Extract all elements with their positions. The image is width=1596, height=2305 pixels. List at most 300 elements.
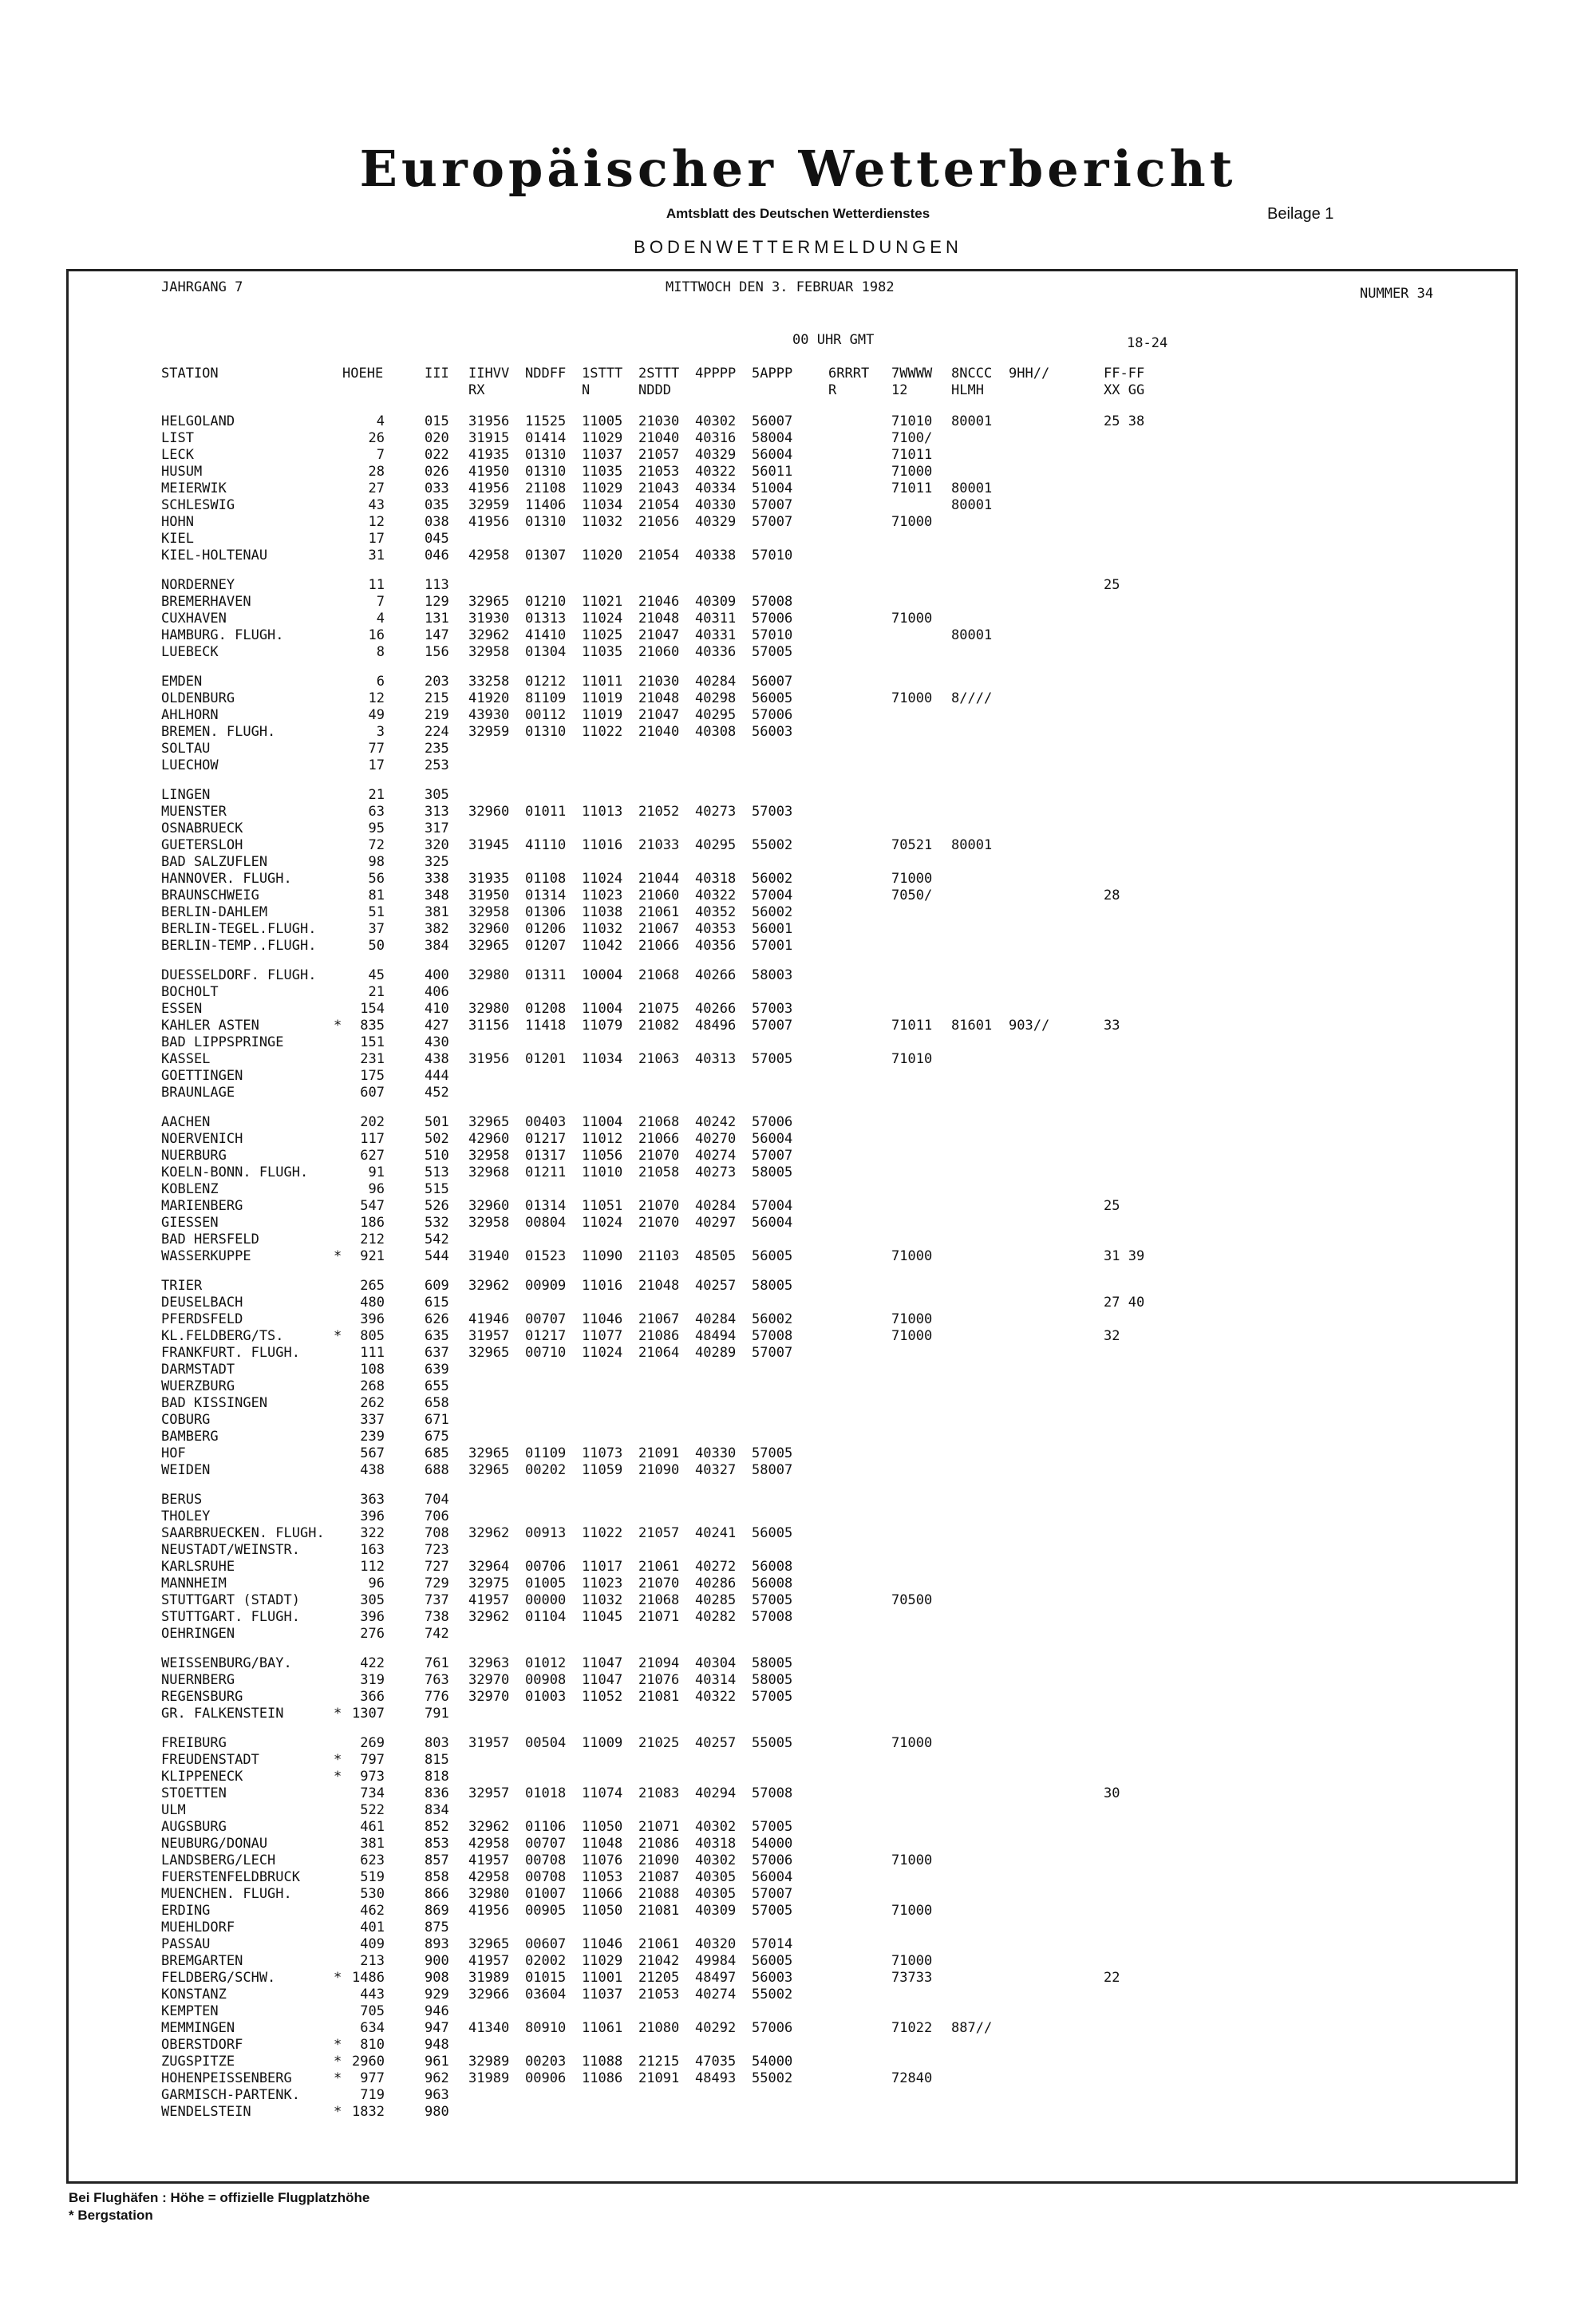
- cell-nddff: 00710: [525, 1345, 567, 1361]
- cell-hoehe: 50: [368, 938, 385, 954]
- table-row: [69, 577, 1505, 594]
- table-row: [69, 938, 1505, 955]
- cell-c1: 11088: [582, 2054, 623, 2070]
- cell-c5: 54000: [752, 2054, 793, 2070]
- cell-c1: 11023: [582, 1576, 623, 1591]
- cell-c5: 56008: [752, 1576, 793, 1591]
- cell-iii: 410: [425, 1001, 449, 1017]
- cell-c7: 71000: [891, 1248, 933, 1264]
- cell-c2: 21068: [638, 967, 680, 983]
- cell-hoehe: 81: [368, 888, 385, 903]
- cell-c2: 21056: [638, 514, 680, 530]
- cell-nddff: 00804: [525, 1215, 567, 1231]
- cell-iii: 658: [425, 1395, 449, 1411]
- cell-hoehe: 7: [376, 447, 385, 463]
- cell-name: SAARBRUECKEN. FLUGH.: [161, 1525, 325, 1541]
- cell-hoehe: 810: [360, 2037, 385, 2053]
- table-row: [69, 1970, 1505, 1987]
- cell-nddff: 00913: [525, 1525, 567, 1541]
- cell-name: ZUGSPITZE: [161, 2054, 235, 2070]
- cell-c1: 11019: [582, 690, 623, 706]
- cell-hoehe: 530: [360, 1886, 385, 1902]
- cell-hoehe: 522: [360, 1802, 385, 1818]
- cell-name: FRANKFURT. FLUGH.: [161, 1345, 300, 1361]
- cell-c8: 80001: [951, 413, 993, 429]
- cell-nddff: 00908: [525, 1672, 567, 1688]
- cell-c5: 56005: [752, 1953, 793, 1969]
- cell-mark: *: [334, 1706, 342, 1722]
- cell-name: GOETTINGEN: [161, 1068, 243, 1084]
- issue-date: MITTWOCH DEN 3. FEBRUAR 1982: [666, 279, 895, 295]
- cell-hoehe: 1307: [352, 1706, 385, 1722]
- table-row: [69, 967, 1505, 984]
- cell-mark: *: [334, 1970, 342, 1986]
- cell-nddff: 01310: [525, 447, 567, 463]
- cell-name: AUGSBURG: [161, 1819, 227, 1835]
- cell-name: DARMSTADT: [161, 1362, 235, 1378]
- cell-iii: 532: [425, 1215, 449, 1231]
- cell-c5: 56007: [752, 413, 793, 429]
- table-row: [69, 1378, 1505, 1395]
- cell-c4: 40305: [695, 1886, 737, 1902]
- cell-hoehe: 627: [360, 1148, 385, 1164]
- cell-name: MUENCHEN. FLUGH.: [161, 1886, 292, 1902]
- cell-iii: 704: [425, 1492, 449, 1508]
- cell-hoehe: 396: [360, 1508, 385, 1524]
- cell-c5: 57006: [752, 2020, 793, 2036]
- cell-c4: 40322: [695, 888, 737, 903]
- cell-hoehe: 462: [360, 1903, 385, 1919]
- cell-c1: 11004: [582, 1114, 623, 1130]
- cell-hoehe: 396: [360, 1311, 385, 1327]
- cell-iihvv: 41920: [468, 690, 510, 706]
- table-row: [69, 1886, 1505, 1903]
- cell-c4: 40274: [695, 1148, 737, 1164]
- cell-name: MEIERWIK: [161, 480, 227, 496]
- cell-hoehe: 977: [360, 2070, 385, 2086]
- cell-iihvv: 32965: [468, 1462, 510, 1478]
- cell-iihvv: 31935: [468, 871, 510, 887]
- table-row: [69, 611, 1505, 627]
- footnote-mountain: * Bergstation: [69, 2208, 153, 2223]
- cell-c4: 40295: [695, 707, 737, 723]
- cell-iii: 685: [425, 1445, 449, 1461]
- cell-c5: 56002: [752, 904, 793, 920]
- cell-hoehe: 26: [368, 430, 385, 446]
- table-row: [69, 548, 1505, 564]
- cell-ff: 25 38: [1104, 413, 1145, 429]
- table-row: [69, 888, 1505, 904]
- table-row: [69, 1508, 1505, 1525]
- cell-c2: 21048: [638, 690, 680, 706]
- cell-name: ERDING: [161, 1903, 211, 1919]
- cell-c1: 11056: [582, 1148, 623, 1164]
- cell-c2: 21071: [638, 1609, 680, 1625]
- cell-iii: 253: [425, 757, 449, 773]
- cell-iii: 526: [425, 1198, 449, 1214]
- table-row: [69, 2104, 1505, 2121]
- cell-c4: 40270: [695, 1131, 737, 1147]
- cell-mark: *: [334, 1752, 342, 1768]
- cell-name: HOHENPEISSENBERG: [161, 2070, 292, 2086]
- cell-nddff: 01005: [525, 1576, 567, 1591]
- cell-nddff: 01414: [525, 430, 567, 446]
- table-row: [69, 707, 1505, 724]
- table-row: [69, 1328, 1505, 1345]
- cell-name: LINGEN: [161, 787, 211, 803]
- cell-iii: 948: [425, 2037, 449, 2053]
- cell-c5: 56002: [752, 871, 793, 887]
- cell-name: KARLSRUHE: [161, 1559, 235, 1575]
- cell-ff: 25: [1104, 1198, 1120, 1214]
- cell-name: REGENSBURG: [161, 1689, 243, 1705]
- cell-c4: 40273: [695, 1164, 737, 1180]
- cell-c2: 21091: [638, 2070, 680, 2086]
- cell-c5: 58007: [752, 1462, 793, 1478]
- col-nddff: NDDFF: [525, 366, 567, 382]
- cell-name: HOHN: [161, 514, 194, 530]
- cell-iii: 834: [425, 1802, 449, 1818]
- cell-hoehe: 2960: [352, 2054, 385, 2070]
- cell-hoehe: 4: [376, 413, 385, 429]
- cell-iii: 706: [425, 1508, 449, 1524]
- cell-name: COBURG: [161, 1412, 211, 1428]
- cell-name: BERLIN-TEMP..FLUGH.: [161, 938, 317, 954]
- cell-c5: 57007: [752, 1018, 793, 1034]
- cell-c1: 11010: [582, 1164, 623, 1180]
- table-row: [69, 1903, 1505, 1920]
- cell-c2: 21025: [638, 1735, 680, 1751]
- cell-nddff: 01208: [525, 1001, 567, 1017]
- cell-iihvv: 41957: [468, 1592, 510, 1608]
- cell-c2: 21086: [638, 1836, 680, 1852]
- cell-nddff: 01211: [525, 1164, 567, 1180]
- cell-ff: 31 39: [1104, 1248, 1145, 1264]
- cell-iihvv: 31915: [468, 430, 510, 446]
- cell-iihvv: 41956: [468, 1903, 510, 1919]
- cell-iihvv: 41956: [468, 480, 510, 496]
- cell-name: BERLIN-DAHLEM: [161, 904, 268, 920]
- cell-c4: 40274: [695, 1987, 737, 2003]
- cell-nddff: 80910: [525, 2020, 567, 2036]
- cell-nddff: 01210: [525, 594, 567, 610]
- table-row: [69, 1198, 1505, 1215]
- cell-c9: 903//: [1009, 1018, 1050, 1034]
- cell-c4: 40330: [695, 1445, 737, 1461]
- cell-c1: 11066: [582, 1886, 623, 1902]
- table-row: [69, 1819, 1505, 1836]
- table-row: [69, 447, 1505, 464]
- cell-c2: 21057: [638, 1525, 680, 1541]
- cell-c5: 56004: [752, 1215, 793, 1231]
- cell-iihvv: 31930: [468, 611, 510, 627]
- cell-iii: 791: [425, 1706, 449, 1722]
- cell-c2: 21030: [638, 413, 680, 429]
- cell-iii: 444: [425, 1068, 449, 1084]
- cell-c4: 40285: [695, 1592, 737, 1608]
- col-7wwww: 7WWWW 12: [891, 366, 933, 398]
- cell-iihvv: 41935: [468, 447, 510, 463]
- cell-iihvv: 32962: [468, 1525, 510, 1541]
- cell-iii: 015: [425, 413, 449, 429]
- cell-nddff: 01106: [525, 1819, 567, 1835]
- cell-iii: 639: [425, 1362, 449, 1378]
- cell-c2: 21068: [638, 1114, 680, 1130]
- cell-nddff: 01207: [525, 938, 567, 954]
- cell-iihvv: 32964: [468, 1559, 510, 1575]
- cell-c1: 11009: [582, 1735, 623, 1751]
- cell-ff: 25: [1104, 577, 1120, 593]
- cell-name: GIESSEN: [161, 1215, 219, 1231]
- cell-c2: 21070: [638, 1215, 680, 1231]
- cell-c4: 40257: [695, 1278, 737, 1294]
- cell-c5: 57004: [752, 888, 793, 903]
- cell-c5: 56007: [752, 674, 793, 690]
- cell-iihvv: 32962: [468, 627, 510, 643]
- cell-c2: 21080: [638, 2020, 680, 2036]
- issue-number: NUMMER 34: [1360, 286, 1434, 302]
- cell-c5: 56002: [752, 1311, 793, 1327]
- cell-name: BREMGARTEN: [161, 1953, 243, 1969]
- cell-ff: 33: [1104, 1018, 1120, 1034]
- table-row: [69, 1920, 1505, 1936]
- cell-c4: 40356: [695, 938, 737, 954]
- cell-c1: 11037: [582, 447, 623, 463]
- cell-iii: 320: [425, 837, 449, 853]
- cell-hoehe: 212: [360, 1232, 385, 1247]
- cell-c7: 71000: [891, 611, 933, 627]
- cell-iii: 317: [425, 820, 449, 836]
- cell-name: BAD KISSINGEN: [161, 1395, 268, 1411]
- cell-iihvv: 32962: [468, 1819, 510, 1835]
- table-row: [69, 1542, 1505, 1559]
- cell-hoehe: 6: [376, 674, 385, 690]
- table-row: [69, 1672, 1505, 1689]
- cell-nddff: 01310: [525, 514, 567, 530]
- cell-hoehe: 91: [368, 1164, 385, 1180]
- cell-iihvv: 32980: [468, 1001, 510, 1017]
- table-row: [69, 1114, 1505, 1131]
- cell-hoehe: 45: [368, 967, 385, 983]
- cell-iii: 708: [425, 1525, 449, 1541]
- cell-c1: 11047: [582, 1672, 623, 1688]
- cell-iii: 544: [425, 1248, 449, 1264]
- cell-iihvv: 32965: [468, 1445, 510, 1461]
- table-row: [69, 1769, 1505, 1785]
- cell-name: MUEHLDORF: [161, 1920, 235, 1935]
- cell-c1: 11086: [582, 2070, 623, 2086]
- cell-c2: 21053: [638, 464, 680, 480]
- cell-iihvv: 32958: [468, 1148, 510, 1164]
- cell-c5: 56003: [752, 1970, 793, 1986]
- table-row: [69, 1362, 1505, 1378]
- cell-iihvv: 41957: [468, 1852, 510, 1868]
- cell-hoehe: 480: [360, 1295, 385, 1311]
- table-row: [69, 1001, 1505, 1018]
- cell-hoehe: 239: [360, 1429, 385, 1445]
- table-row: [69, 1395, 1505, 1412]
- cell-iii: 513: [425, 1164, 449, 1180]
- cell-hoehe: 422: [360, 1655, 385, 1671]
- cell-iihvv: 32966: [468, 1987, 510, 2003]
- cell-c2: 21057: [638, 447, 680, 463]
- cell-iii: 858: [425, 1869, 449, 1885]
- cell-name: KASSEL: [161, 1051, 211, 1067]
- cell-hoehe: 268: [360, 1378, 385, 1394]
- cell-c2: 21081: [638, 1689, 680, 1705]
- cell-c4: 40289: [695, 1345, 737, 1361]
- cell-name: BAD SALZUFLEN: [161, 854, 268, 870]
- cell-c1: 11046: [582, 1311, 623, 1327]
- cell-iii: 723: [425, 1542, 449, 1558]
- cell-iihvv: 33258: [468, 674, 510, 690]
- cell-iihvv: 32963: [468, 1655, 510, 1671]
- cell-c4: 40309: [695, 594, 737, 610]
- cell-iii: 857: [425, 1852, 449, 1868]
- cell-hoehe: 401: [360, 1920, 385, 1935]
- cell-hoehe: 27: [368, 480, 385, 496]
- table-row: [69, 871, 1505, 888]
- cell-c1: 11035: [582, 464, 623, 480]
- cell-c1: 11059: [582, 1462, 623, 1478]
- cell-name: CUXHAVEN: [161, 611, 227, 627]
- table-row: [69, 1164, 1505, 1181]
- cell-nddff: 01109: [525, 1445, 567, 1461]
- cell-c5: 58005: [752, 1164, 793, 1180]
- cell-c2: 21083: [638, 1785, 680, 1801]
- cell-mark: *: [334, 1248, 342, 1264]
- cell-hoehe: 175: [360, 1068, 385, 1084]
- cell-c7: 71000: [891, 514, 933, 530]
- cell-c2: 21076: [638, 1672, 680, 1688]
- cell-hoehe: 921: [360, 1248, 385, 1264]
- cell-c1: 11053: [582, 1869, 623, 1885]
- cell-name: PASSAU: [161, 1936, 211, 1952]
- cell-nddff: 11418: [525, 1018, 567, 1034]
- cell-iii: 427: [425, 1018, 449, 1034]
- cell-c7: 7050/: [891, 888, 933, 903]
- cell-c1: 11037: [582, 1987, 623, 2003]
- cell-name: FREUDENSTADT: [161, 1752, 259, 1768]
- cell-c5: 57010: [752, 548, 793, 563]
- cell-hoehe: 117: [360, 1131, 385, 1147]
- cell-c5: 56011: [752, 464, 793, 480]
- cell-c2: 21042: [638, 1953, 680, 1969]
- cell-hoehe: 28: [368, 464, 385, 480]
- col-6rrrt: 6RRRT R: [828, 366, 870, 398]
- cell-c2: 21094: [638, 1655, 680, 1671]
- cell-iihvv: 32962: [468, 1278, 510, 1294]
- cell-iii: 224: [425, 724, 449, 740]
- cell-hoehe: 12: [368, 690, 385, 706]
- cell-c7: 71022: [891, 2020, 933, 2036]
- cell-iii: 869: [425, 1903, 449, 1919]
- cell-name: WENDELSTEIN: [161, 2104, 251, 2120]
- cell-hoehe: 322: [360, 1525, 385, 1541]
- table-row: [69, 2087, 1505, 2104]
- cell-c2: 21067: [638, 921, 680, 937]
- cell-iii: 962: [425, 2070, 449, 2086]
- table-row: [69, 921, 1505, 938]
- cell-c1: 11090: [582, 1248, 623, 1264]
- cell-nddff: 00203: [525, 2054, 567, 2070]
- cell-hoehe: 797: [360, 1752, 385, 1768]
- cell-iii: 510: [425, 1148, 449, 1164]
- cell-hoehe: 96: [368, 1576, 385, 1591]
- cell-name: MANNHEIM: [161, 1576, 227, 1591]
- cell-c1: 11073: [582, 1445, 623, 1461]
- table-row: [69, 1085, 1505, 1101]
- cell-iii: 853: [425, 1836, 449, 1852]
- cell-ff: 22: [1104, 1970, 1120, 1986]
- cell-name: HAMBURG. FLUGH.: [161, 627, 284, 643]
- cell-name: WASSERKUPPE: [161, 1248, 251, 1264]
- cell-c7: 71000: [891, 690, 933, 706]
- cell-hoehe: 77: [368, 741, 385, 757]
- cell-hoehe: 1832: [352, 2104, 385, 2120]
- cell-iii: 615: [425, 1295, 449, 1311]
- cell-iii: 818: [425, 1769, 449, 1785]
- cell-iii: 020: [425, 430, 449, 446]
- table-row: [69, 1852, 1505, 1869]
- cell-nddff: 81109: [525, 690, 567, 706]
- cell-hoehe: 366: [360, 1689, 385, 1705]
- cell-iihvv: 32965: [468, 938, 510, 954]
- cell-iihvv: 31989: [468, 1970, 510, 1986]
- cell-iihvv: 32989: [468, 2054, 510, 2070]
- cell-mark: *: [334, 1018, 342, 1034]
- cell-c2: 21215: [638, 2054, 680, 2070]
- cell-name: NORDERNEY: [161, 577, 235, 593]
- cell-name: LANDSBERG/LECH: [161, 1852, 276, 1868]
- cell-iii: 866: [425, 1886, 449, 1902]
- table-row: [69, 413, 1505, 430]
- cell-c5: 57005: [752, 1689, 793, 1705]
- cell-name: KIEL-HOLTENAU: [161, 548, 268, 563]
- cell-hoehe: 202: [360, 1114, 385, 1130]
- cell-iihvv: 42958: [468, 1869, 510, 1885]
- cell-iii: 452: [425, 1085, 449, 1101]
- cell-c2: 21061: [638, 904, 680, 920]
- cell-c1: 11024: [582, 871, 623, 887]
- cell-iii: 147: [425, 627, 449, 643]
- cell-c2: 21054: [638, 497, 680, 513]
- cell-c5: 57004: [752, 1198, 793, 1214]
- cell-hoehe: 1486: [352, 1970, 385, 1986]
- col-station: STATION: [161, 366, 219, 382]
- cell-c7: 72840: [891, 2070, 933, 2086]
- footnote-airports: Bei Flughäfen : Höhe = offizielle Flugplatzhöhe: [69, 2190, 370, 2205]
- cell-c5: 56005: [752, 690, 793, 706]
- table-row: [69, 1987, 1505, 2003]
- cell-c5: 57003: [752, 804, 793, 820]
- cell-iii: 908: [425, 1970, 449, 1986]
- cell-name: SOLTAU: [161, 741, 211, 757]
- cell-iii: 947: [425, 2020, 449, 2036]
- cell-c7: 71011: [891, 480, 933, 496]
- cell-name: STOETTEN: [161, 1785, 227, 1801]
- cell-iihvv: 41946: [468, 1311, 510, 1327]
- cell-name: NEUSTADT/WEINSTR.: [161, 1542, 300, 1558]
- cell-c5: 58005: [752, 1278, 793, 1294]
- cell-c5: 55005: [752, 1735, 793, 1751]
- cell-c2: 21044: [638, 871, 680, 887]
- cell-c1: 11017: [582, 1559, 623, 1575]
- cell-hoehe: 719: [360, 2087, 385, 2103]
- cell-c2: 21086: [638, 1328, 680, 1344]
- table-row: [69, 1131, 1505, 1148]
- cell-c5: 57005: [752, 1819, 793, 1835]
